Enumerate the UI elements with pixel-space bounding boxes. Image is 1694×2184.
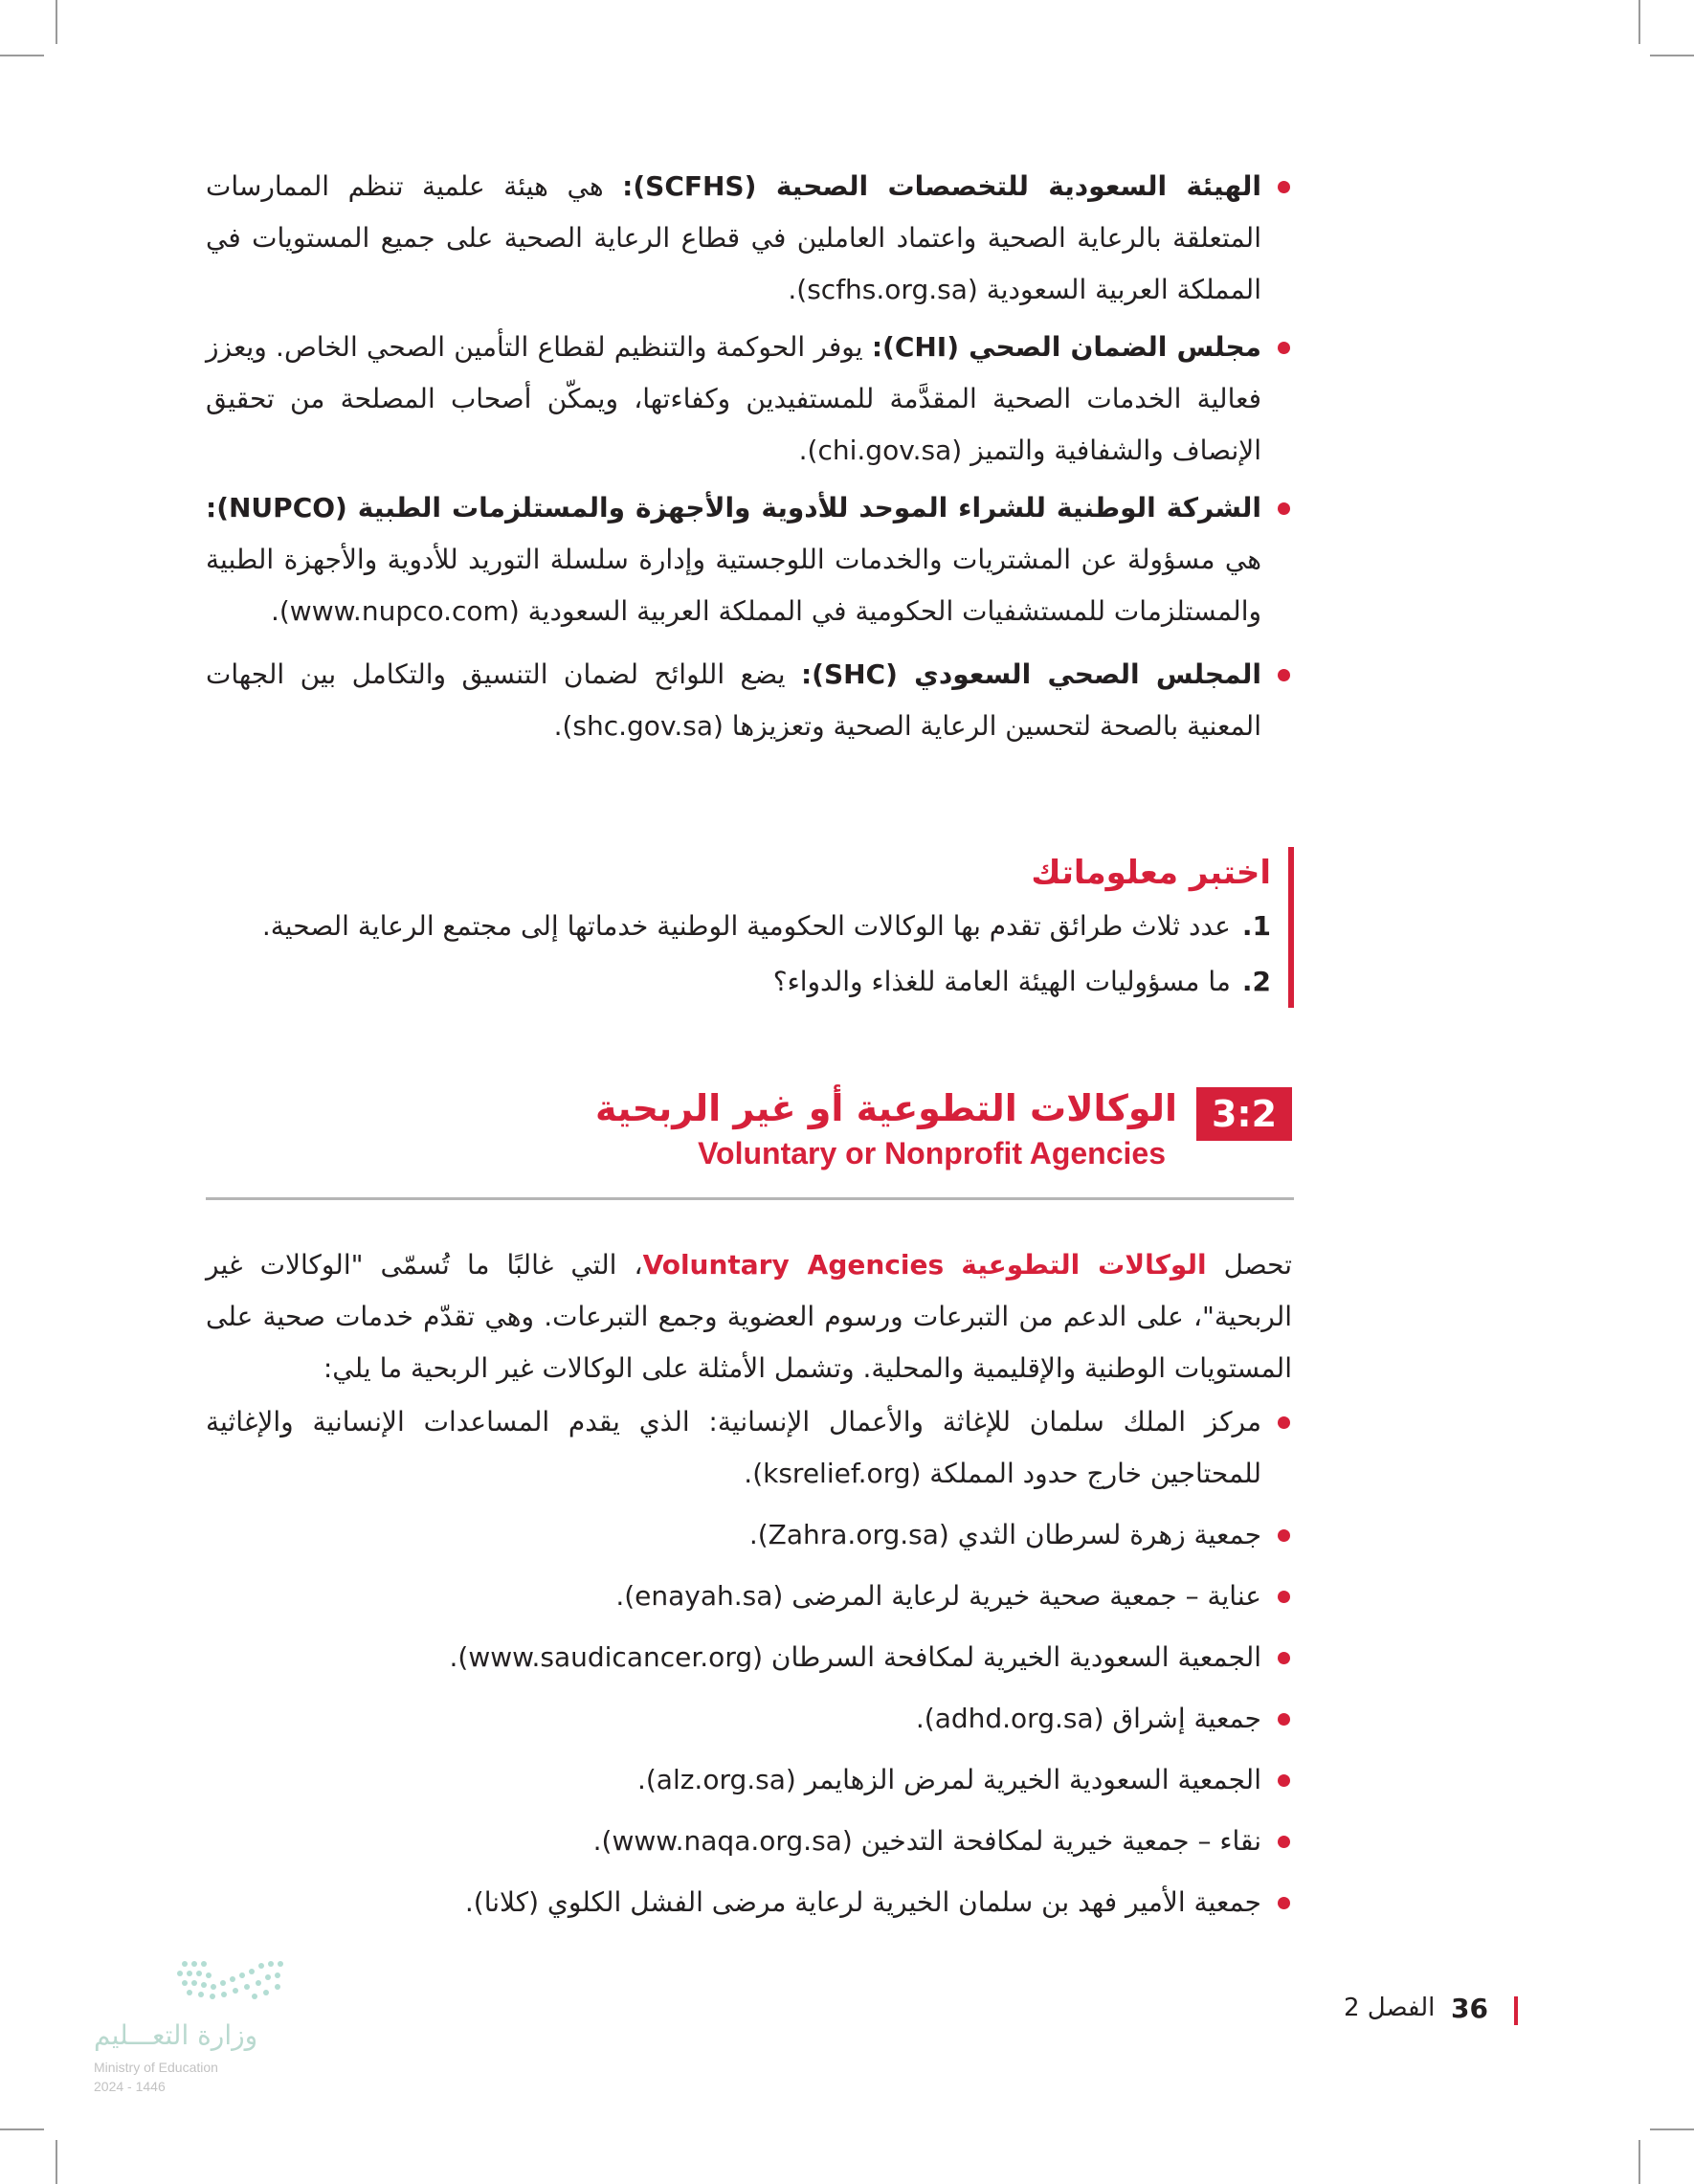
ministry-name-arabic: وزارة التعـــليم	[94, 2019, 258, 2051]
crop-mark	[0, 55, 44, 56]
crop-mark	[1638, 2140, 1640, 2184]
crop-mark	[1650, 55, 1694, 56]
bullet-dot	[1278, 1713, 1290, 1726]
page-number: 36	[1451, 1993, 1488, 2024]
bullet-text: يوفر الحوكمة والتنظيم لقطاع التأمين الصحي الخاص. ويعزز فعالية الخدمات الصحية المقدَّمة للمستفيدين وكفاءتها، ويمكّن أصحاب المصلحة من تحقيق الإنصاف والشفافية والتميز (chi.gov.sa).	[206, 331, 1261, 466]
example-item	[206, 1816, 1292, 1867]
bullet-dot	[1278, 1836, 1290, 1848]
section-number-badge: 3:2	[1196, 1087, 1292, 1141]
quiz-box	[206, 847, 1294, 1008]
section-title-english: Voluntary or Nonprofit Agencies	[698, 1136, 1166, 1170]
bullet-title: الشركة الوطنية للشراء الموحد للأدوية والأجهزة والمستلزمات الطبية (NUPCO):	[206, 492, 1261, 524]
example-text: عناية – جمعية صحية خيرية لرعاية المرضى (enayah.sa).	[615, 1580, 1261, 1612]
bullet-dot	[1278, 502, 1290, 515]
example-text: جمعية الأمير فهد بن سلمان الخيرية لرعاية مرضى الفشل الكلوي (كلانا).	[464, 1886, 1261, 1918]
quiz-title: اختبر معلوماتك	[1031, 854, 1271, 892]
bullet-dot	[1278, 181, 1290, 193]
intro-term-english: Voluntary Agencies	[642, 1249, 945, 1281]
example-text: مركز الملك سلمان للإغاثة والأعمال الإنسانية: الذي يقدم المساعدات الإنسانية والإغاثية للمحتاجين خارج حدود المملكة (ksrelief.org).	[206, 1406, 1261, 1489]
example-item	[206, 1632, 1292, 1683]
intro-after: ، التي غالبًا ما تُسمّى "الوكالات غير الربحية"، على الدعم من التبرعات ورسوم العضوية وجمع التبرعات. وهي تقدّم خدمات صحية على المستويات الوطنية والإقليمية والمحلية. وتشمل الأمثلة على الوكالات غير الربحية ما يلي:	[206, 1249, 1292, 1384]
bullet-chi	[206, 322, 1292, 477]
quiz-text: عدد ثلاث طرائق تقدم بها الوكالات الحكومية الوطنية خدماتها إلى مجتمع الرعاية الصحية.	[261, 910, 1231, 942]
bullet-text: هي مسؤولة عن المشتريات والخدمات اللوجستية وإدارة سلسلة التوريد للأدوية والأجهزة الطبية والمستلزمات للمستشفيات الحكومية في المملكة العربية السعودية (www.nupco.com).	[206, 544, 1261, 627]
quiz-number: 1.	[1241, 910, 1271, 942]
quiz-text: ما مسؤوليات الهيئة العامة للغذاء والدواء؟	[772, 966, 1231, 997]
bullet-dot	[1278, 1529, 1290, 1542]
bullet-dot	[1278, 1897, 1290, 1909]
example-item	[206, 1509, 1292, 1561]
bullet-dot	[1278, 1591, 1290, 1603]
crop-mark	[1650, 2128, 1694, 2130]
bullet-dot	[1278, 669, 1290, 681]
bullet-title: الهيئة السعودية للتخصصات الصحية (SCFHS):	[622, 170, 1261, 202]
example-item	[206, 1693, 1292, 1745]
example-item	[206, 1877, 1292, 1928]
bullet-nupco	[206, 482, 1292, 637]
quiz-number: 2.	[1241, 966, 1271, 997]
example-text: الجمعية السعودية الخيرية لمكافحة السرطان (www.saudicancer.org).	[449, 1641, 1261, 1673]
quiz-question	[206, 954, 1271, 1010]
agencies-list	[206, 161, 1292, 752]
section-body	[206, 1239, 1292, 1928]
ministry-year: 2024 - 1446	[94, 2079, 166, 2094]
example-item	[206, 1396, 1292, 1500]
bullet-dot	[1278, 1774, 1290, 1787]
section-divider	[206, 1197, 1294, 1200]
footer-accent-bar	[1514, 1996, 1518, 2025]
example-item	[206, 1754, 1292, 1806]
section-title-arabic: الوكالات التطوعية أو غير الربحية	[595, 1087, 1177, 1129]
bullet-shc	[206, 649, 1292, 752]
bullet-title: مجلس الضمان الصحي (CHI):	[871, 331, 1261, 363]
bullet-title: المجلس الصحي السعودي (SHC):	[800, 658, 1261, 690]
crop-mark	[1638, 0, 1640, 44]
example-text: الجمعية السعودية الخيرية لمرض الزهايمر (alz.org.sa).	[636, 1764, 1261, 1795]
intro-before: تحصل	[1223, 1249, 1293, 1281]
bullet-dot	[1278, 1652, 1290, 1664]
ministry-name-english: Ministry of Education	[94, 2060, 218, 2075]
example-item	[206, 1571, 1292, 1622]
crop-mark	[56, 0, 57, 44]
bullet-scfhs	[206, 161, 1292, 316]
bullet-text: هي هيئة علمية تنظم الممارسات المتعلقة بالرعاية الصحية واعتماد العاملين في قطاع الرعاية الصحية على جميع المستويات في المملكة العربية السعودية (scfhs.org.sa).	[206, 170, 1261, 305]
bullet-dot	[1278, 1416, 1290, 1429]
chapter-label: الفصل 2	[1344, 1994, 1436, 2022]
example-text: نقاء – جمعية خيرية لمكافحة التدخين (www.naqa.org.sa).	[592, 1825, 1261, 1857]
quiz-question	[206, 899, 1271, 954]
intro-paragraph	[206, 1239, 1292, 1394]
example-text: جمعية زهرة لسرطان الثدي (Zahra.org.sa).	[748, 1519, 1261, 1550]
bullet-dot	[1278, 342, 1290, 354]
crop-mark	[0, 2128, 44, 2130]
bullet-text: يضع اللوائح لضمان التنسيق والتكامل بين الجهات المعنية بالصحة لتحسين الرعاية الصحية وتعزيزها (shc.gov.sa).	[206, 658, 1261, 742]
example-text: جمعية إشراق (adhd.org.sa).	[915, 1703, 1261, 1734]
crop-mark	[56, 2140, 57, 2184]
intro-term-arabic: الوكالات التطوعية	[961, 1249, 1207, 1281]
